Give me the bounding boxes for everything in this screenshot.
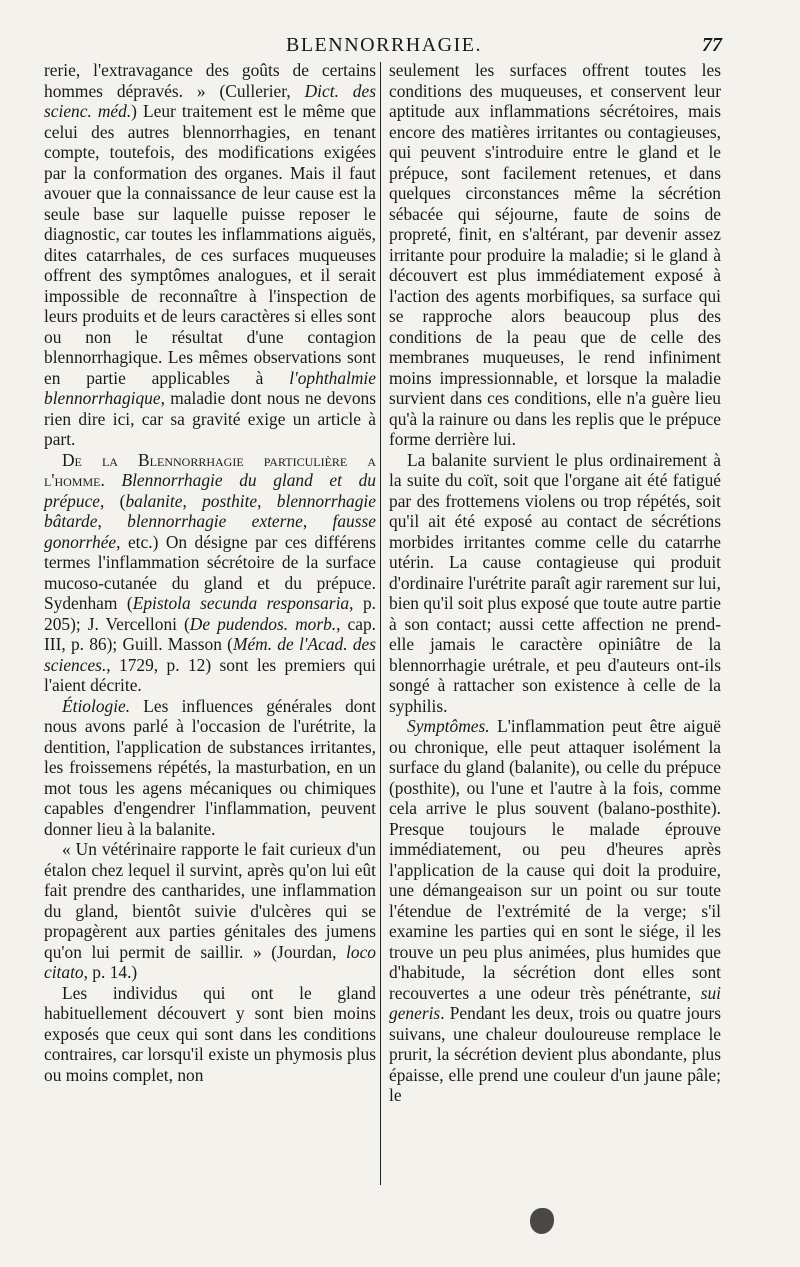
text: ) Leur traitement est le même que celui des autres blennorrhagies, en tenant compte, toutefois, des modifications exigées par la conformation des organes. Mais il faut avouer que la connaissance de leur cause est la seule base sur laquelle puisse reposer le diagnostic, car toutes les inflammations aiguës, dites catarrhales, de ces surfaces muqueuses offrent des symptômes analogues, et il serait impossible de reconnaître à l'inspection de leurs produits et de leurs caractères si elles sont ou non le résultat d'une contagion blennorrhagique. Les mêmes observations sont en partie applicables à xyxy=(44,101,377,388)
subsection-label: Étiologie. xyxy=(62,695,131,716)
italic-term: blennorrhagie bâtarde xyxy=(44,490,376,531)
text: , ( xyxy=(100,490,126,511)
text: , maladie dont nous ne devons rien dire ici, car sa gravité exige un article à part. xyxy=(44,388,376,449)
paragraph: seulement les surfaces offrent toutes les conditions des muqueuses, et conservent leur aptitude aux inflammations sécrétoires, mais encore des matières irritantes ou contagieuses, qui peuvent s'introduire entre le gland et le prépuce, sont facilement retenues, et dans quelques circonstances même la sécrétion sébacée qui séjourne, faute de soins de propreté, finit, en s'altérant, par devenir assez irritante pour produire la maladie; si le gland à découvert est plus immédiatement exposé à l'action des agents morbifiques, sa surface qui se rapproche alors beaucoup plus des conditions de la peau que de celle des membranes muqueuses, le rend infiniment moins impressionnable, et lorsque la maladie survient dans ces conditions, elle n'a guère lieu qu'à la rainure ou dans les replis que le prépuce forme derrière lui. xyxy=(389,60,721,449)
section-paragraph xyxy=(44,450,376,696)
italic-term: sui generis xyxy=(389,982,721,1023)
text: , 1729, p. 12) sont les premiers qui l'aient décrite. xyxy=(44,654,376,695)
text: , xyxy=(302,511,333,531)
subsection-label: Symptômes. xyxy=(407,716,490,736)
page-number: 77 xyxy=(702,34,722,56)
italic-term: posthite xyxy=(202,490,258,511)
text: , xyxy=(182,490,203,511)
paragraph xyxy=(44,60,376,450)
text: , cap. III, p. 86); Guill. Masson ( xyxy=(44,613,377,654)
right-column xyxy=(389,60,721,1106)
citation: De pudendos. morb. xyxy=(189,613,337,634)
paragraph xyxy=(44,839,376,983)
italic-term: blennorrhagie externe xyxy=(127,511,303,531)
text: , xyxy=(257,490,277,511)
citation: loco citato xyxy=(44,941,376,982)
paragraph: Les individus qui ont le gland habituellement découvert y sont bien moins exposés que ceux qui sont dans les conditions contraires, car lorsqu'il existe un phymosis plus ou moins complet, non xyxy=(44,982,376,1085)
text: , p. 14.) xyxy=(83,962,138,982)
running-title: BLENNORRHAGIE. xyxy=(286,34,482,56)
paragraph xyxy=(389,716,721,1106)
citation: Dict. des scienc. méd. xyxy=(44,80,376,121)
italic-term: l'ophthalmie blennorrhagique xyxy=(44,367,376,408)
column-divider xyxy=(380,62,381,1185)
left-column xyxy=(44,60,376,1085)
page-header xyxy=(44,34,724,60)
citation: Mém. de l'Acad. des sciences. xyxy=(44,634,376,675)
paragraph: La balanite survient le plus ordinairement à la suite du coït, soit que l'organe ait été fatigué par des frottemens violens ou trop répétés, soit qu'il ait été exposé au contact de sécrétions morbides irritantes comme celle du catarrhe utérin. La cause contagieuse qui produit d'ordinaire l'urétrite paraît agir rarement sur lui, bien qu'il soit plus exposé que toute autre partie à son contact; aussi cette affection ne prend-elle jamais le caractère opiniâtre de la blennorrhagie urétrale, et peu d'auteurs ont-ils songé à rattacher son existence à celle de la syphilis. xyxy=(389,449,721,716)
italic-term: Blennorrhagie du gland et du prépuce xyxy=(44,470,376,511)
section-heading: De la Blennorrhagie particulière a l'homme. xyxy=(44,449,376,490)
text: « Un vétérinaire rapporte le fait curieux d'un étalon chez lequel il survint, après qu'on lui eût fait prendre des cantharides, une inflammation du gland, bientôt suivie d'ulcères qui se propagèrent aux parties génitales des jumens qu'on lui permit de saillir. » (Jourdan, xyxy=(44,839,376,962)
text: , p. 205); J. Vercelloni ( xyxy=(44,593,376,634)
ink-blot xyxy=(530,1208,554,1234)
text: , etc.) On désigne par ces différens termes l'inflammation sécrétoire de la surface mucoso-cutanée du gland et du prépuce. Sydenham ( xyxy=(44,531,376,613)
text: , xyxy=(97,511,128,531)
text: rerie, l'extravagance des goûts de certains hommes dépravés. » (Cullerier, xyxy=(44,60,376,101)
citation: Epistola secunda responsaria xyxy=(132,593,350,613)
italic-term: balanite xyxy=(125,490,183,511)
text: L'inflammation peut être aiguë ou chronique, elle peut attaquer isolément la surface du gland (balanite), ou celle du prépuce (posthite), ou l'une et l'autre à la fois, comme cela arrive le plus souvent (balano-posthite). Presque toujours le malade éprouve immédiatement, ou peu d'heures après l'application de la cause qui doit la produire, une démangeaison sur un point ou sur toute l'étendue de l'extrémité de la verge; s'il examine les parties qui en sont le siége, il les trouve un peu plus animées, plus humides que d'habitude, la sécrétion dont elles sont recouvertes a une odeur très pénétrante, xyxy=(389,716,721,1003)
italic-term: fausse gonorrhée xyxy=(44,511,376,552)
paragraph xyxy=(44,696,376,840)
text: . Pendant les deux, trois ou quatre jours suivans, une chaleur douloureuse remplace le prurit, la sécrétion devient plus abondante, plus épaisse, elle prend une couleur d'un jaune pâle; le xyxy=(389,1003,721,1105)
text: Les influences générales dont nous avons parlé à l'occasion de l'urétrite, la dentition, l'application de substances irritantes, les froissemens répétés, la masturbation, en un mot tous les agens mécaniques ou chimiques capables d'engendrer l'inflammation, peuvent donner lieu à la balanite. xyxy=(44,695,376,839)
